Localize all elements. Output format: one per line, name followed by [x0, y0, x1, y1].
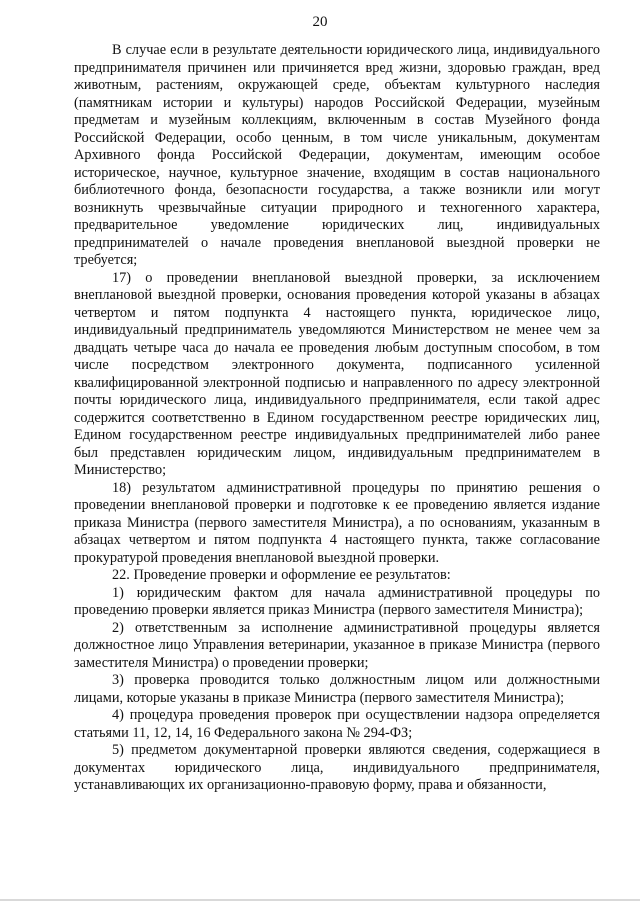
paragraph-section-22-item-2: 2) ответственным за исполнение административной процедуры является должностное лицо Управления ветеринарии, указанное в приказе Министра (первого заместителя Министра) о проведении проверки;	[74, 619, 600, 671]
scan-edge-line	[0, 899, 640, 901]
paragraph-section-22: 22. Проведение проверки и оформление ее результатов:	[112, 567, 451, 583]
paragraph-section-22-item-4: 4) процедура проведения проверок при осуществлении надзора определяется статьями 11, 12, 14, 16 Федерального закона № 294-ФЗ;	[74, 707, 600, 741]
document-body	[74, 42, 600, 795]
paragraph-item-18: 18) результатом административной процедуры по принятию решения о проведении внеплановой проверки и подготовке к ее проведению является издание приказа Министра (первого заместителя Министра), а по основаниям, указанным в абзацах четвертом и пятом подпункта 4 настоящего пункта, также согласование прокуратурой проведения внеплановой выездной проверки.	[74, 479, 600, 566]
paragraph-section-22-item-5: 5) предметом документарной проверки являются сведения, содержащиеся в документах юридического лица, индивидуального предпринимателя, устанавливающих их организационно-правовую форму, права и обязанности,	[74, 742, 600, 793]
paragraph-section-22-item-1: 1) юридическим фактом для начала административной процедуры по проведению проверки является приказ Министра (первого заместителя Министра);	[74, 584, 600, 618]
page-number: 20	[312, 14, 328, 30]
paragraph-emergency-exemption: В случае если в результате деятельности юридического лица, индивидуального предпринимателя причинен или причиняется вред жизни, здоровью граждан, вред животным, растениям, окружающей среде, объектам культурного наследия (памятникам истории и культуры) народов Российской Федерации, музейным предметам и музейным коллекциям, включенным в состав Музейного фонда Российской Федерации, особо ценным, в том числе уникальным, документам Архивного фонда Российской Федерации, документам, имеющим особое историческое, научное, культурное значение, входящим в состав национального библиотечного фонда, безопасности государства, а также возникли или могут возникнуть чрезвычайные ситуации природного и техногенного характера, предварительное уведомление юридических лиц, индивидуальных предпринимателей о начале проведения внеплановой выездной проверки не требуется;	[74, 42, 600, 268]
paragraph-section-22-item-3: 3) проверка проводится только должностным лицом или должностными лицами, которые указаны в приказе Министра (первого заместителя Министра);	[74, 672, 600, 706]
paragraph-item-17: 17) о проведении внеплановой выездной проверки, за исключением внеплановой выездной проверки, основания проведения которой указаны в абзацах четвертом и пятом подпункта 4 настоящего пункта, юридическое лицо, индивидуальный предприниматель уведомляются Министерством не менее чем за двадцать четыре часа до начала ее проведения любым доступным способом, в том числе посредством электронного документа, подписанного усиленной квалифицированной электронной подписью и направленного по адресу электронной почты юридического лица, индивидуального предпринимателя, если такой адрес содержится соответственно в Едином государственном реестре юридических лиц, Едином государственном реестре индивидуальных предпринимателей либо ранее был представлен юридическим лицом, индивидуальным предпринимателем в Министерство;	[74, 269, 600, 478]
